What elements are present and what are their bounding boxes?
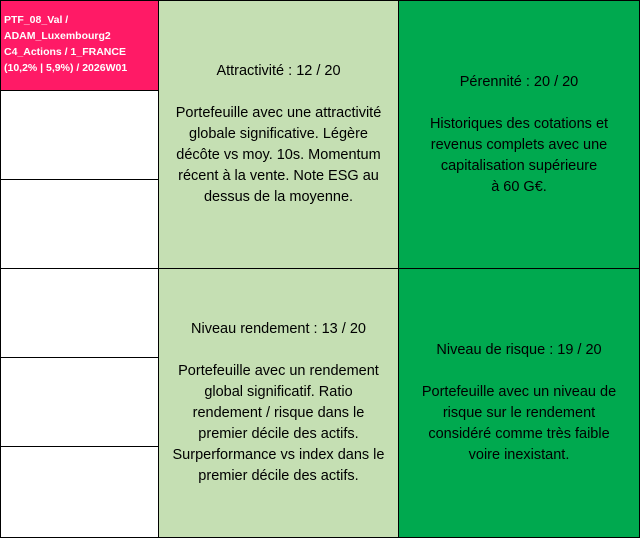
risque-card [398,268,640,538]
left-empty-cell-3 [0,268,159,358]
left-empty-cell-1 [0,90,159,180]
attractivite-line: décôte vs moy. 10s. Momentum [176,147,381,163]
rendement-title: Niveau rendement : 13 / 20 [191,321,366,337]
attractivite-title: Attractivité : 12 / 20 [216,63,341,79]
attractivite-line: récent à la vente. Note ESG au [178,168,379,184]
risque-line: risque sur le rendement [442,405,596,421]
attractivite-line: dessus de la moyenne. [203,189,354,205]
header-line-3: C4_Actions / 1_FRANCE [4,46,126,58]
risque-line: Portefeuille avec un niveau de [421,384,617,400]
attractivite-card [158,0,399,269]
perennite-title: Pérennité : 20 / 20 [459,73,579,90]
rendement-card [158,268,399,538]
left-empty-cell-5 [0,446,159,538]
header-line-1: PTF_08_Val / [4,14,69,26]
perennite-line: capitalisation supérieure [440,157,598,174]
risque-line: voire inexistant. [468,447,570,463]
perennite-description [430,114,608,198]
rendement-line: Surperformance vs index dans le [172,447,385,463]
perennite-card [398,0,640,269]
rendement-line: rendement / risque dans le [192,405,365,421]
risque-title: Niveau de risque : 19 / 20 [436,342,602,358]
header-line-4: (10,2% | 5,9%) / 2026W01 [4,62,128,74]
rendement-line: global significatif. Ratio [204,384,353,400]
left-empty-cell-2 [0,179,159,269]
attractivite-line: Portefeuille avec une attractivité [175,105,382,121]
header-line-2: ADAM_Luxembourg2 [4,30,111,42]
perennite-line: revenus complets avec une [430,136,608,153]
portfolio-header-cell [0,0,159,91]
perennite-line: Historiques des cotations et [429,115,609,132]
rendement-description [173,361,385,487]
rendement-line: Portefeuille avec un rendement [178,363,379,379]
risque-line: considéré comme très faible [428,426,610,442]
attractivite-line: globale significative. Légère [189,126,368,142]
rendement-line: premier décile des actifs. [198,426,359,442]
risque-description [422,382,616,466]
rendement-line: premier décile des actifs. [198,468,359,484]
left-empty-cell-4 [0,357,159,447]
perennite-line: à 60 G€. [491,178,547,195]
attractivite-description [176,103,382,208]
